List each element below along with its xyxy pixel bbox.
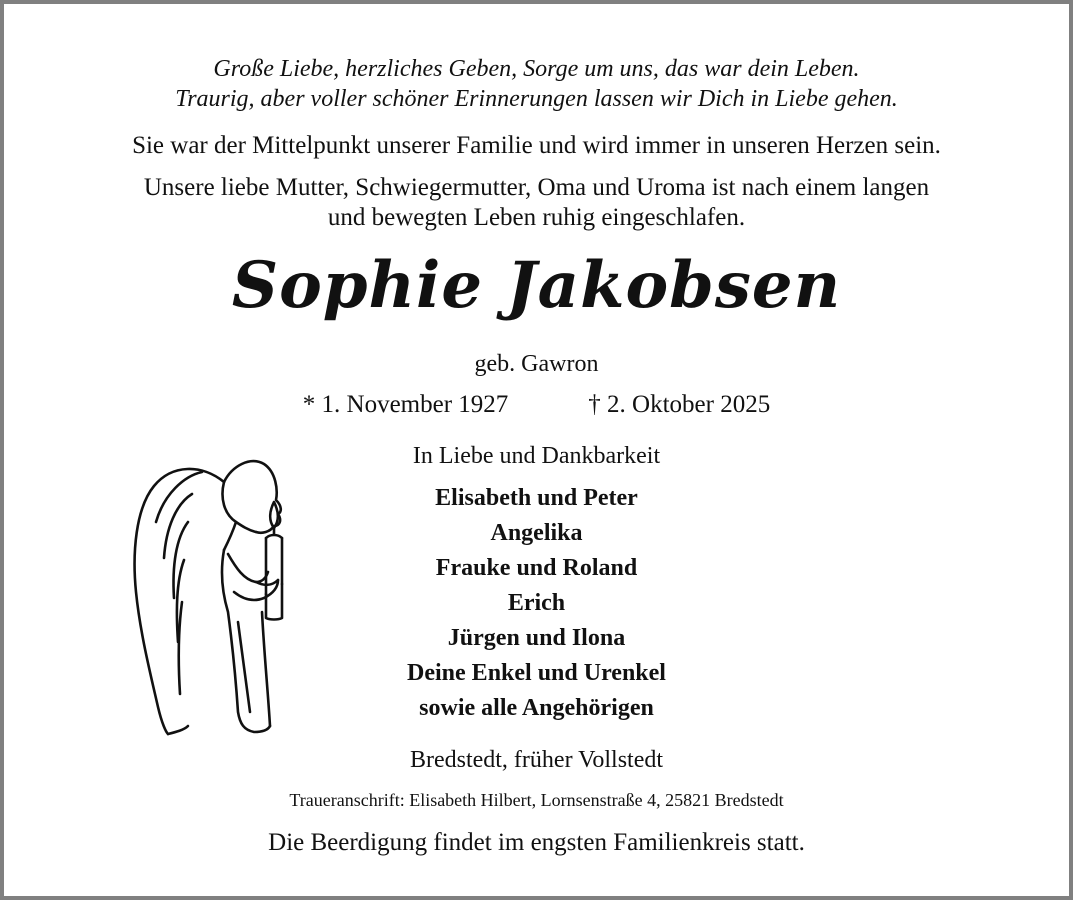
deceased-name: Sophie Jakobsen (231, 248, 842, 323)
mourner-line: Deine Enkel und Urenkel (407, 660, 666, 686)
mourner-line: sowie alle Angehörigen (419, 695, 654, 721)
mourner-line: Frauke und Roland (435, 555, 638, 581)
poem-line-2: Traurig, aber voller schöner Erinnerungen lassen wir Dich in Liebe gehen. (175, 86, 898, 112)
mourner-line: Jürgen und Ilona (447, 625, 626, 651)
birth-date: * 1. November 1927 (302, 391, 509, 418)
funeral-note: Die Beerdigung findet im engsten Familienkreis statt. (268, 829, 805, 856)
intro-line-3: und bewegten Leben ruhig eingeschlafen. (327, 204, 746, 231)
maiden-name: geb. Gawron (474, 351, 599, 377)
mourner-line: Erich (507, 590, 566, 616)
angel-with-candle-icon (132, 442, 292, 742)
intro-line-1: Sie war der Mittelpunkt unserer Familie und wird immer in unseren Herzen sein. (132, 132, 941, 159)
poem-line-1: Große Liebe, herzliches Geben, Sorge um uns, das war dein Leben. (213, 56, 860, 82)
mourning-address: Traueranschrift: Elisabeth Hilbert, Lornsenstraße 4, 25821 Bredstedt (289, 790, 784, 810)
life-dates (4, 390, 1069, 420)
dedication: In Liebe und Dankbarkeit (412, 443, 661, 469)
place: Bredstedt, früher Vollstedt (409, 747, 664, 773)
death-date: † 2. Oktober 2025 (588, 391, 771, 418)
mourner-line: Elisabeth und Peter (435, 485, 638, 511)
mourner-line: Angelika (490, 520, 583, 546)
intro-line-2: Unsere liebe Mutter, Schwiegermutter, Oma und Uroma ist nach einem langen (143, 174, 930, 201)
